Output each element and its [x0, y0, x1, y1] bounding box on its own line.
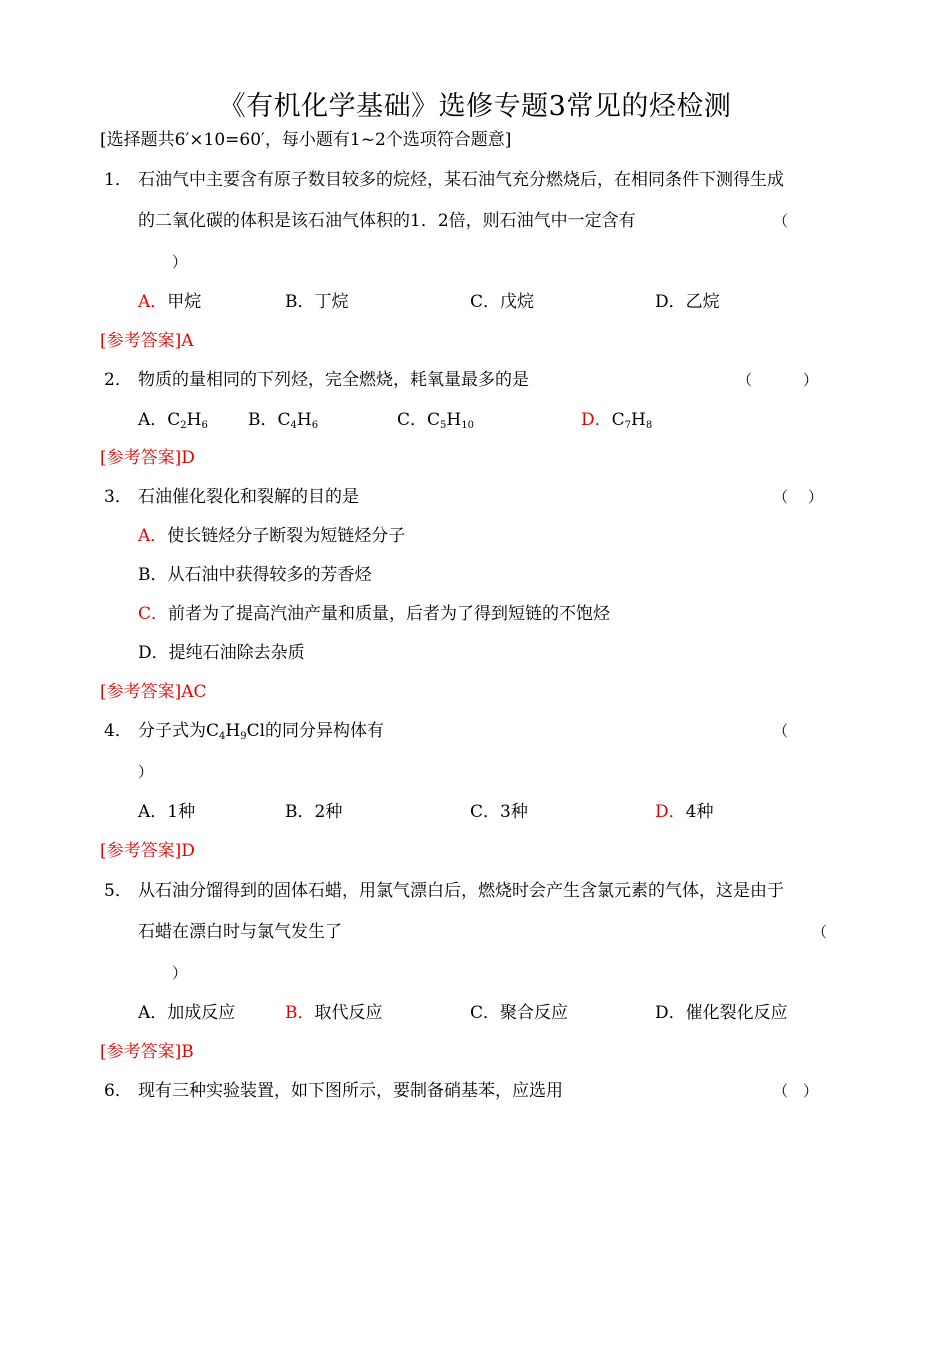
option-letter: D．: [581, 410, 612, 430]
formula-element: C: [167, 410, 181, 430]
option-letter: B．: [285, 292, 315, 312]
q5-paren-close: ）: [172, 964, 188, 982]
q1-paren-close: ）: [172, 253, 188, 271]
formula-element: H: [296, 410, 312, 430]
q3-number: 3．: [104, 487, 132, 507]
q5-option-c: [470, 1001, 568, 1025]
q1-option-b: [285, 290, 349, 314]
option-text: 甲烷: [167, 292, 202, 312]
formula-element: H: [186, 410, 202, 430]
formula-element: C: [206, 721, 220, 741]
q5-stem-line-2: 石蜡在漂白时与氯气发生了: [138, 922, 342, 942]
formula-element: H: [446, 410, 462, 430]
option-letter: A．: [138, 292, 168, 312]
formula-element: C: [277, 410, 291, 430]
q6-number: 6．: [104, 1081, 132, 1101]
q1-stem-line-1: 石油气中主要含有原子数目较多的烷烃，某石油气充分燃烧后，在相同条件下测得生成: [138, 170, 784, 190]
answer-value: D: [181, 448, 195, 468]
option-letter: C．: [138, 604, 169, 624]
q2-paren-close: ）: [803, 371, 819, 389]
q1-stem-line-2: 的二氧化碳的体积是该石油气体积的1．2倍，则石油气中一定含有: [138, 211, 636, 231]
option-text: 1种: [167, 802, 196, 822]
q5-option-b: [285, 1001, 383, 1025]
option-text: 2种: [314, 802, 343, 822]
formula-subscript: 6: [201, 420, 208, 431]
q1-option-a: [138, 290, 201, 314]
q5-paren-open: （: [812, 923, 828, 941]
formula-element: C: [611, 410, 625, 430]
option-text: 前者为了提高汽油产量和质量，后者为了得到短链的不饱烃: [168, 604, 611, 624]
q5-option-a: [138, 1001, 235, 1025]
answer-prefix: [参考答案]: [100, 331, 182, 351]
formula-element: H: [225, 721, 241, 741]
q4-option-c: [470, 800, 528, 824]
stem-text: 的同分异构体有: [265, 721, 385, 741]
page-title: 《有机化学基础》选修专题3常见的烃检测: [218, 91, 732, 122]
q3-option-b: [138, 563, 372, 587]
q5-answer: [100, 1040, 194, 1064]
q3-paren-close: ）: [808, 488, 824, 506]
q3-option-d: [138, 641, 305, 665]
option-text: 取代反应: [314, 1003, 383, 1023]
formula-subscript: 9: [240, 731, 247, 742]
formula-subscript: 8: [645, 420, 653, 431]
option-text: 提纯石油除去杂质: [168, 643, 305, 663]
option-letter: C．: [470, 1003, 501, 1023]
option-text: 戊烷: [500, 292, 535, 312]
formula-element: C: [427, 410, 441, 430]
q3-option-a: [138, 524, 405, 548]
q5-stem-line-1: 从石油分馏得到的固体石蜡，用氯气漂白后，燃烧时会产生含氯元素的气体，这是由于: [138, 881, 784, 901]
q1-option-d: [655, 290, 720, 314]
formula-subscript: 7: [624, 420, 632, 431]
q5-option-d: [655, 1001, 788, 1025]
option-text: 从石油中获得较多的芳香烃: [167, 565, 372, 585]
q3-stem: 石油催化裂化和裂解的目的是: [138, 487, 359, 507]
q4-answer: [100, 839, 195, 863]
q2-number: 2．: [104, 370, 132, 390]
formula-subscript: 10: [461, 420, 474, 431]
q1-number: 1．: [104, 170, 132, 190]
q6-stem: 现有三种实验装置，如下图所示，要制备硝基苯，应选用: [138, 1081, 563, 1101]
answer-prefix: [参考答案]: [100, 448, 182, 468]
formula-subscript: 5: [440, 420, 447, 431]
q4-option-d: [655, 800, 713, 824]
option-letter: A．: [138, 1003, 168, 1023]
answer-value: AC: [181, 682, 207, 702]
option-text: 乙烷: [685, 292, 720, 312]
q4-stem: [138, 719, 384, 743]
formula-element: Cl: [246, 721, 266, 741]
q3-answer: [100, 680, 207, 704]
option-letter: B．: [285, 1003, 315, 1023]
q5-number: 5．: [104, 881, 132, 901]
answer-value: D: [181, 841, 195, 861]
q2-paren-open: （: [737, 371, 753, 389]
formula-subscript: 4: [219, 731, 226, 742]
option-letter: A．: [138, 802, 168, 822]
q2-option-b: [248, 408, 318, 432]
option-text: 丁烷: [314, 292, 349, 312]
option-letter: C．: [397, 410, 428, 430]
q4-number: 4．: [104, 721, 132, 741]
option-text: 4种: [685, 802, 714, 822]
formula-element: H: [631, 410, 646, 430]
answer-prefix: [参考答案]: [100, 841, 182, 861]
instructions: [选择题共6′×10=60′，每小题有1~2个选项符合题意]: [100, 130, 512, 150]
answer-value: A: [181, 331, 194, 351]
q6-paren: （ ）: [773, 1082, 819, 1100]
answer-prefix: [参考答案]: [100, 1042, 182, 1062]
option-text: 加成反应: [167, 1003, 236, 1023]
answer-prefix: [参考答案]: [100, 682, 182, 702]
stem-text: 分子式为: [138, 721, 206, 741]
formula-subscript: 6: [311, 420, 319, 431]
q4-option-b: [285, 800, 342, 824]
option-letter: A．: [138, 410, 168, 430]
q1-paren-open: （: [773, 212, 789, 230]
option-text: 使长链烃分子断裂为短链烃分子: [167, 526, 406, 546]
option-letter: B．: [138, 565, 168, 585]
option-letter: B．: [285, 802, 315, 822]
q2-option-c: [397, 408, 474, 432]
formula-subscript: 2: [180, 420, 187, 431]
option-letter: D．: [655, 1003, 686, 1023]
q4-option-a: [138, 800, 195, 824]
q1-option-c: [470, 290, 534, 314]
q2-answer: [100, 446, 195, 470]
option-text: 3种: [500, 802, 528, 822]
option-letter: D．: [655, 292, 686, 312]
option-letter: C．: [470, 802, 501, 822]
option-letter: A．: [138, 526, 168, 546]
q2-option-d: [581, 408, 652, 432]
q2-stem: 物质的量相同的下列烃，完全燃烧，耗氧量最多的是: [138, 370, 529, 390]
q3-paren-open: （: [773, 488, 789, 506]
q4-paren-close: ）: [138, 763, 154, 781]
q1-answer: [100, 329, 194, 353]
answer-value: B: [181, 1042, 194, 1062]
q2-option-a: [138, 408, 208, 432]
q3-option-c: [138, 602, 610, 626]
option-text: 催化裂化反应: [685, 1003, 788, 1023]
option-text: 聚合反应: [500, 1003, 569, 1023]
option-letter: D．: [655, 802, 686, 822]
q4-paren-open: （: [773, 722, 789, 740]
formula-subscript: 4: [290, 420, 297, 431]
option-letter: D．: [138, 643, 169, 663]
option-letter: C．: [470, 292, 501, 312]
option-letter: B．: [248, 410, 278, 430]
